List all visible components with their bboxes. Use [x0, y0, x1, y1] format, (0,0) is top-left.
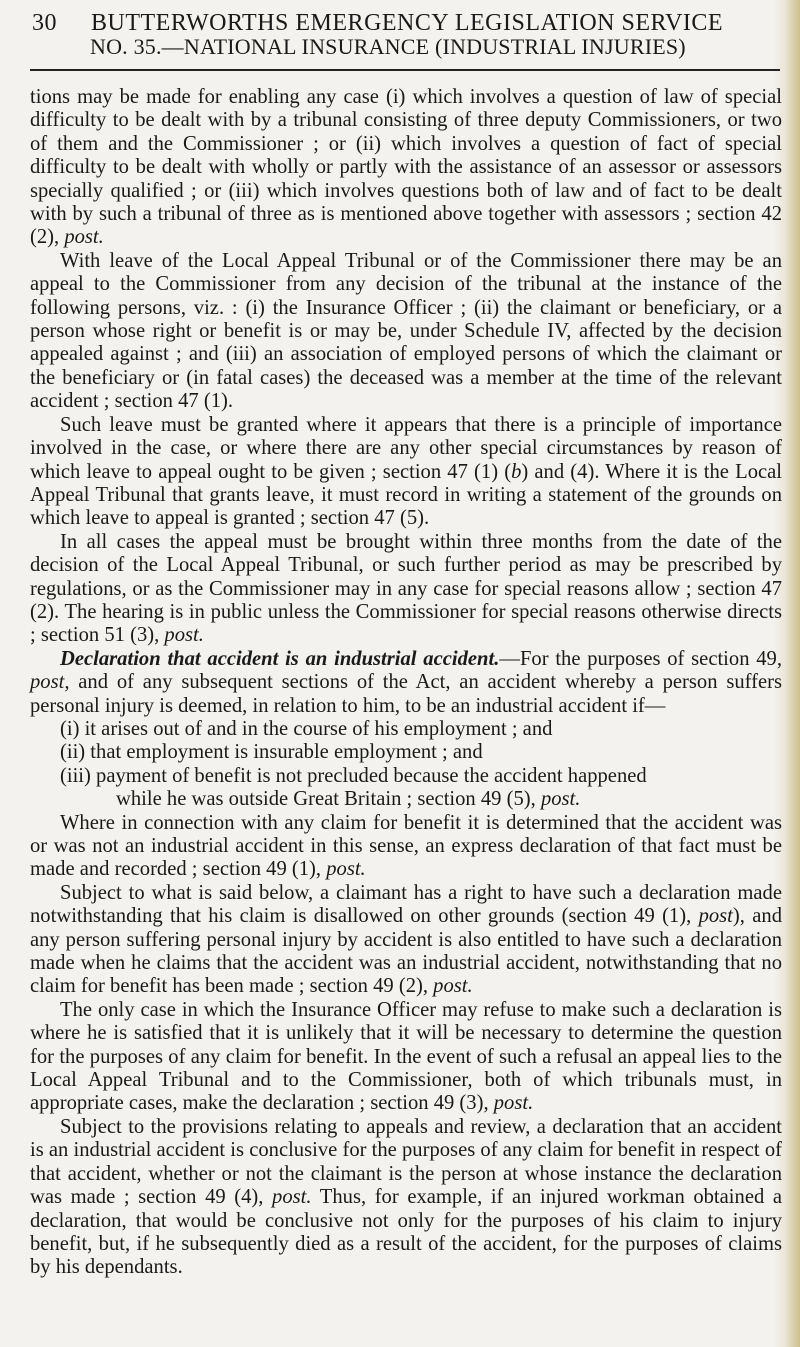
condition-list [30, 718, 782, 812]
paragraph: Subject to the provisions relating to appeals and review, a declaration that an accident is an industrial accident is conclusive for the purposes of any claim for benefit in respect of that accident, whether or not the claimant is the person at whose instance the declaration was made ; section 49 (4), post. Thus, for example, if an injured workman obtained a declaration, that would be conclusive not only for the purposes of his claim to injury benefit, but, if he subsequently died as a result of the accident, for the purposes of claims by his dependants. [30, 1115, 782, 1279]
paragraph: Subject to what is said below, a claimant has a right to have such a declaration made notwithstanding that his claim is disallowed on other grounds (section 49 (1), post), and any person suffering personal injury by accident is also entitled to have such a declaration made when he claims that the accident was an industrial accident, notwithstanding that no claim for benefit has been made ; section 49 (2), post. [30, 881, 782, 998]
page-number: 30 [32, 10, 57, 36]
paragraph: Declaration that accident is an industrial accident.—For the purposes of section 49, post, and of any subsequent sections of the Act, an accident whereby a person suffers personal injury is deemed, in relation to him, to be an industrial accident if— [30, 647, 783, 717]
paragraph: Such leave must be granted where it appears that there is a principle of importance involved in the case, or where there are any other special circumstances by reason of which leave to appeal ought to be given ; section 47 (1) (b) and (4). Where it is the Local Appeal Tribunal that grants leave, it must record in writing a statement of the grounds on which leave to appeal is granted ; section 47 (5). [30, 413, 782, 530]
paragraph: In all cases the appeal must be brought within three months from the date of the decision of the Local Appeal Tribunal, or such further period as may be prescribed by regulations, or as the Commissioner may in any case for special reasons allow ; section 47 (2). The hearing is in public unless the Commissioner for special reasons otherwise directs ; section 51 (3), post. [30, 530, 782, 647]
paragraph: tions may be made for enabling any case (i) which involves a question of law of special difficulty to be dealt with by a tribunal consisting of three deputy Commissioners, or two of them and the Commissioner ; or (ii) which involves a question of fact of special difficulty to be dealt with wholly or partly with the assistance of an assessor or assessors specially qualified ; or (iii) which involves questions both of law and of fact to be dealt with by such a tribunal of three as is mentioned above together with assessors ; section 42 (2), post. [30, 86, 782, 249]
chapter-subtitle: NO. 35.—NATIONAL INSURANCE (INDUSTRIAL INJURIES) [90, 34, 686, 59]
list-item-continuation: while he was outside Great Britain ; section 49 (5), post. [116, 788, 581, 811]
header-rule [30, 69, 780, 71]
list-item: (iii) payment of benefit is not precluded because the accident happened [60, 764, 647, 787]
paragraph: With leave of the Local Appeal Tribunal or of the Commissioner there may be an appeal to the Commissioner from any decision of the tribunal at the instance of the following persons, viz. : (i) the Insurance Officer ; (ii) the claimant or beneficiary, or a person whose right or benefit is or may be, under Schedule IV, affected by the decision appealed against ; and (iii) an association of employed persons of which the claimant or the beneficiary or (in fatal cases) the deceased was a member at the time of the relevant accident ; section 47 (1). [30, 249, 782, 413]
section-heading: Declaration that accident is an industrial accident. [60, 647, 500, 670]
list-item: (ii) that employment is insurable employment ; and [60, 741, 483, 764]
paragraph: Where in connection with any claim for benefit it is determined that the accident was or was not an industrial accident in this sense, an express declaration of that fact must be made and recorded ; section 49 (1), post. [30, 811, 782, 881]
list-item: (i) it arises out of and in the course of his employment ; and [60, 717, 553, 740]
page-body [30, 86, 782, 1280]
series-title: BUTTERWORTHS EMERGENCY LEGISLATION SERVICE [91, 10, 724, 36]
running-header [30, 10, 770, 60]
paragraph: The only case in which the Insurance Officer may refuse to make such a declaration is where he is satisfied that it is unlikely that it will be necessary to determine the question for the purposes of any claim for benefit. In the event of such a refusal an appeal lies to the Local Appeal Tribunal and to the Commissioner, both of which tribunals must, in appropriate cases, make the declaration ; section 49 (3), post. [30, 998, 782, 1115]
